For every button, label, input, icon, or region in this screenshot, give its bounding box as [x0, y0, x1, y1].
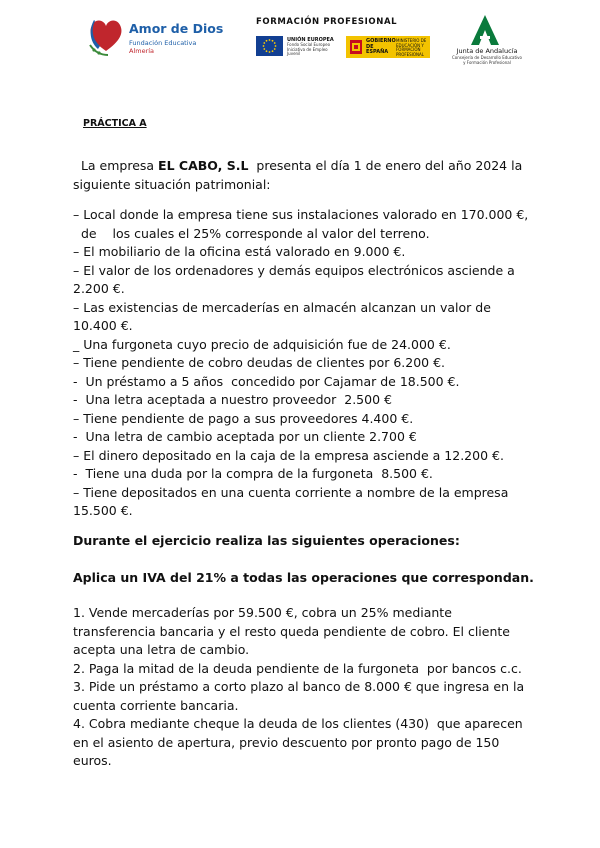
andalucia-a-icon: [470, 14, 500, 46]
list-item: - Tiene una duda por la compra de la furgoneta 8.500 €.: [73, 466, 433, 481]
list-item: – Tiene pendiente de cobro deudas de clientes por 6.200 €.: [73, 355, 446, 370]
heart-logo-icon: [86, 15, 126, 57]
list-item: 15.500 €.: [73, 503, 133, 518]
list-item: - Una letra de cambio aceptada por un cliente 2.700 €: [73, 429, 417, 444]
formacion-profesional-title: FORMACIÓN PROFESIONAL: [256, 17, 398, 27]
operation-line: 1. Vende mercaderías por 59.500 €, cobra un 25% mediante: [73, 605, 452, 620]
list-item: 10.400 €.: [73, 318, 133, 333]
amor-title: Amor de Dios: [129, 21, 224, 36]
operations-list: [73, 604, 524, 771]
list-item: - Un préstamo a 5 años concedido por Cajamar de 18.500 €.: [73, 373, 460, 389]
andalucia-text: Consejería de Desarrollo Educativo y Formación Profesional: [452, 55, 522, 65]
list-item: de los cuales el 25% corresponde al valor del terreno.: [73, 225, 430, 241]
amor-city: Almería: [129, 47, 155, 55]
eu-title: UNIÓN EUROPEA: [287, 37, 334, 43]
list-item: – El mobiliario de la oficina está valorado en 9.000 €.: [73, 244, 406, 259]
list-item: – Tiene pendiente de pago a sus proveedores 4.400 €.: [73, 410, 414, 426]
operation-line: 4. Cobra mediante cheque la deuda de los clientes (430) que aparecen: [73, 716, 523, 731]
list-item: – Tiene depositados en una cuenta corriente a nombre de la empresa: [73, 484, 509, 500]
operation-line: 3. Pide un préstamo a corto plazo al banco de 8.000 € que ingresa en la: [73, 679, 525, 694]
operation-line: euros.: [73, 753, 112, 768]
operations-heading: Durante el ejercicio realiza las siguientes operaciones:: [73, 533, 460, 548]
intro-line-1: [73, 157, 522, 176]
junta-andalucia-logo: [452, 14, 522, 64]
list-item: – Local donde la empresa tiene sus instalaciones valorado en 170.000 €,: [73, 207, 529, 222]
iva-heading: Aplica un IVA del 21% a todas las operaciones que correspondan.: [73, 570, 534, 585]
intro-line-2: siguiente situación patrimonial:: [73, 176, 271, 192]
eu-text: Fondo Social Europeo Iniciativa de Empleo Juvenil: [287, 42, 331, 56]
list-item: – Las existencias de mercaderías en almacén alcanzan un valor de: [73, 299, 491, 315]
operation-line: acepta una letra de cambio.: [73, 642, 250, 657]
list-item: – El valor de los ordenadores y demás equipos electrónicos asciende a: [73, 262, 515, 278]
list-item: – El dinero depositado en la caja de la empresa asciende a 12.200 €.: [73, 447, 504, 463]
company-name: EL CABO, S.L: [158, 158, 249, 173]
list-item: 2.200 €.: [73, 281, 125, 296]
practica-title: PRÁCTICA A: [83, 118, 147, 129]
intro-paragraph: [73, 157, 522, 194]
amor-subtitle: Fundación Educativa: [129, 39, 197, 47]
list-item: _ Una furgoneta cuyo precio de adquisición fue de 24.000 €.: [73, 336, 451, 352]
operation-line: cuenta corriente bancaria.: [73, 697, 239, 713]
amor-de-dios-logo: [86, 15, 224, 60]
gobierno-logo: [346, 36, 430, 58]
andalucia-title: Junta de Andalucía: [456, 47, 518, 55]
gobierno-text: MINISTERIO DE EDUCACIÓN Y FORMACIÓN PROFESIONAL: [396, 38, 427, 57]
list-item: - Una letra aceptada a nuestro proveedor 2.500 €: [73, 392, 392, 407]
intro-prefix: La empresa: [73, 158, 159, 173]
gobierno-title: GOBIERNO DE ESPAÑA: [366, 38, 396, 55]
spain-coat-of-arms-icon: [349, 39, 363, 55]
patrimonio-list: [73, 206, 528, 521]
eu-logo: [256, 36, 341, 58]
operation-line: transferencia bancaria y el resto queda pendiente de cobro. El cliente: [73, 623, 510, 639]
eu-flag-icon: [256, 36, 283, 56]
operation-line: 2. Paga la mitad de la deuda pendiente de la furgoneta por bancos c.c.: [73, 660, 522, 676]
operation-line: en el asiento de apertura, previo descuento por pronto pago de 150: [73, 734, 500, 750]
intro-suffix: presenta el día 1 de enero del año 2024 la: [248, 158, 523, 173]
